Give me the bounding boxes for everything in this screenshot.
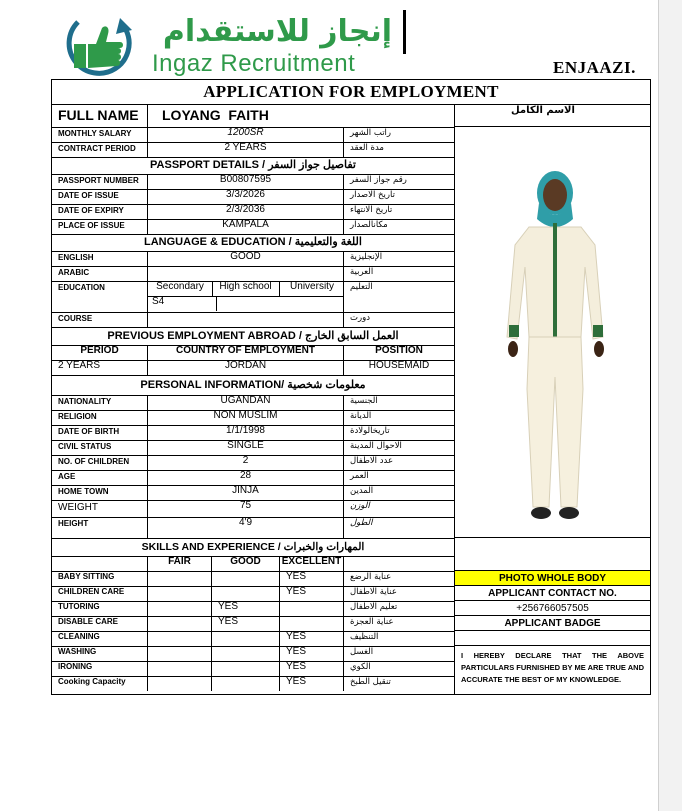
field-label: RELIGION bbox=[52, 410, 148, 425]
field-label: CONTRACT PERIOD bbox=[52, 142, 148, 157]
field-arabic: تاريخ الاصدار bbox=[350, 190, 395, 200]
education-level: Secondary bbox=[148, 281, 213, 297]
personal-row bbox=[52, 517, 454, 539]
course-label: COURSE bbox=[52, 312, 148, 327]
applicant-photo bbox=[455, 127, 649, 536]
skill-arabic: عناية العجزة bbox=[350, 617, 394, 627]
field-value: SINGLE bbox=[148, 440, 344, 455]
field-arabic: عدد الاطفال bbox=[350, 456, 394, 466]
skill-good bbox=[212, 646, 280, 661]
full-name-row bbox=[52, 104, 454, 128]
education-row bbox=[52, 281, 454, 313]
field-value: NON MUSLIM bbox=[148, 410, 344, 425]
skill-fair bbox=[148, 646, 212, 661]
skill-label: WASHING bbox=[52, 646, 148, 661]
education-grid bbox=[148, 281, 344, 312]
full-name-arabic: الاسم الكامل bbox=[511, 105, 575, 116]
education-level: University bbox=[280, 281, 344, 297]
skill-fair bbox=[148, 571, 212, 586]
monthly-salary-row bbox=[52, 127, 454, 143]
personal-info-header: PERSONAL INFORMATION/ معلومات شخصية bbox=[52, 375, 454, 396]
field-arabic: مدة العقد bbox=[350, 143, 384, 153]
skills-section-header: SKILLS AND EXPERIENCE / المهارات والخبرات bbox=[52, 538, 454, 557]
skill-arabic: عناية الاطفال bbox=[350, 587, 397, 597]
personal-row bbox=[52, 470, 454, 486]
brand-name: ENJAAZI. bbox=[553, 58, 636, 77]
field-label: CIVIL STATUS bbox=[52, 440, 148, 455]
skill-good: YES bbox=[212, 601, 280, 616]
education-value: S4 bbox=[148, 296, 217, 311]
previous-employment-columns bbox=[52, 345, 454, 361]
field-arabic: المدين bbox=[350, 486, 374, 496]
field-label: HEIGHT bbox=[52, 517, 148, 538]
field-value: 4'9 bbox=[148, 517, 344, 538]
country-value: JORDAN bbox=[148, 360, 344, 375]
skill-arabic: الكوي bbox=[350, 662, 371, 672]
skill-excellent: YES bbox=[280, 571, 344, 586]
column-header: GOOD bbox=[212, 556, 280, 571]
field-value: 1200SR bbox=[148, 127, 344, 142]
skill-arabic: الغسل bbox=[350, 647, 374, 657]
position-value: HOUSEMAID bbox=[368, 360, 430, 371]
column-header: POSITION bbox=[375, 345, 423, 356]
skill-label: BABY SITTING bbox=[52, 571, 148, 586]
education-level: High school bbox=[212, 281, 280, 297]
skill-label: TUTORING bbox=[52, 601, 148, 616]
field-value bbox=[148, 266, 344, 281]
skill-arabic: التنظيف bbox=[350, 632, 379, 642]
column-header: EXCELLENT bbox=[280, 556, 344, 571]
skill-label: CLEANING bbox=[52, 631, 148, 646]
field-label: PLACE OF ISSUE bbox=[52, 219, 148, 234]
field-label: DATE OF EXPIRY bbox=[52, 204, 148, 219]
skill-row bbox=[52, 616, 454, 632]
column-header: PERIOD bbox=[52, 345, 148, 360]
field-label: MONTHLY SALARY bbox=[52, 127, 148, 142]
field-arabic: الإنجليزية bbox=[350, 252, 383, 262]
education-arabic: التعليم bbox=[350, 282, 373, 292]
field-value: 2 YEARS bbox=[148, 142, 344, 157]
field-arabic: رقم جواز السفر bbox=[350, 175, 407, 185]
field-arabic: العمر bbox=[350, 471, 369, 481]
skill-fair bbox=[148, 586, 212, 601]
full-name-value: LOYANG FAITH bbox=[162, 107, 269, 123]
field-value: 2/3/2036 bbox=[148, 204, 344, 219]
field-value: UGANDAN bbox=[148, 395, 344, 410]
skill-excellent: YES bbox=[280, 661, 344, 676]
course-arabic: دورت bbox=[350, 313, 370, 323]
skill-excellent: YES bbox=[280, 631, 344, 646]
skill-label: CHILDREN CARE bbox=[52, 586, 148, 601]
skill-excellent: YES bbox=[280, 646, 344, 661]
skill-row bbox=[52, 601, 454, 617]
badge-blank bbox=[454, 631, 650, 646]
period-value: 2 YEARS bbox=[52, 360, 148, 375]
applicant-badge-label: APPLICANT BADGE bbox=[454, 616, 650, 631]
education-label: EDUCATION bbox=[52, 281, 148, 312]
personal-row bbox=[52, 395, 454, 411]
applicant-contact-label: APPLICANT CONTACT NO. bbox=[454, 586, 650, 601]
skill-row bbox=[52, 661, 454, 677]
field-label: DATE OF BIRTH bbox=[52, 425, 148, 440]
personal-row bbox=[52, 455, 454, 471]
company-logo bbox=[56, 14, 406, 80]
skill-label: DISABLE CARE bbox=[52, 616, 148, 631]
field-label: PASSPORT NUMBER bbox=[52, 174, 148, 189]
previous-employment-row bbox=[52, 360, 454, 376]
passport-row bbox=[52, 204, 454, 220]
field-arabic: تاريخ الانتهاء bbox=[350, 205, 393, 215]
field-arabic: الطول bbox=[350, 518, 373, 528]
skills-columns-row bbox=[52, 556, 454, 572]
field-label: DATE OF ISSUE bbox=[52, 189, 148, 204]
form-title: APPLICATION FOR EMPLOYMENT bbox=[52, 80, 650, 105]
language-section-header: LANGUAGE & EDUCATION / اللغة والتعليمية bbox=[52, 234, 454, 252]
skill-row bbox=[52, 586, 454, 602]
field-arabic: الاحوال المدينة bbox=[350, 441, 402, 451]
skill-row bbox=[52, 631, 454, 647]
field-label: HOME TOWN bbox=[52, 485, 148, 500]
field-value: GOOD bbox=[148, 251, 344, 266]
field-label: WEIGHT bbox=[52, 500, 148, 517]
skill-fair bbox=[148, 676, 212, 691]
column-header: FAIR bbox=[148, 556, 212, 571]
field-value: 28 bbox=[148, 470, 344, 485]
personal-row bbox=[52, 425, 454, 441]
passport-row bbox=[52, 174, 454, 190]
skill-arabic: عناية الرضع bbox=[350, 572, 392, 582]
logo-divider bbox=[403, 10, 406, 54]
course-row bbox=[52, 312, 454, 328]
field-arabic: تاريخالولادة bbox=[350, 426, 390, 436]
declaration-text: I HEREBY DECLARE THAT THE ABOVE PARTICULARS FURNISHED BY ME ARE TRUE AND ACCURATE THE BEST OF MY KNOWLEDGE. bbox=[454, 646, 650, 694]
field-value: KAMPALA bbox=[148, 219, 344, 234]
skill-arabic: تعليم الاطفال bbox=[350, 602, 398, 612]
language-row bbox=[52, 266, 454, 282]
photo-area bbox=[454, 127, 650, 538]
applicant-contact-value: +256766057505 bbox=[454, 601, 650, 616]
skill-row bbox=[52, 571, 454, 587]
skill-label: IRONING bbox=[52, 661, 148, 676]
field-label: NO. OF CHILDREN bbox=[52, 455, 148, 470]
personal-row bbox=[52, 500, 454, 518]
field-value: 1/1/1998 bbox=[148, 425, 344, 440]
passport-row bbox=[52, 189, 454, 205]
skill-fair bbox=[148, 616, 212, 631]
previous-employment-header: PREVIOUS EMPLOYMENT ABROAD / العمل السابق الخارج bbox=[52, 327, 454, 346]
skill-fair bbox=[148, 661, 212, 676]
personal-row bbox=[52, 485, 454, 501]
column-header: COUNTRY OF EMPLOYMENT bbox=[148, 345, 344, 360]
field-value: JINJA bbox=[148, 485, 344, 500]
field-arabic: الديانة bbox=[350, 411, 372, 421]
full-name-label: FULL NAME bbox=[52, 104, 148, 127]
skill-excellent: YES bbox=[280, 586, 344, 601]
field-arabic: العربية bbox=[350, 267, 374, 277]
field-value: B00807595 bbox=[148, 174, 344, 189]
skill-good bbox=[212, 631, 280, 646]
skill-good bbox=[212, 661, 280, 676]
personal-row bbox=[52, 440, 454, 456]
passport-section-header: PASSPORT DETAILS / تفاصيل جواز السفر bbox=[52, 157, 454, 175]
skill-fair bbox=[148, 601, 212, 616]
thumbs-up-logo-icon bbox=[56, 14, 142, 80]
field-arabic: الوزن bbox=[350, 501, 370, 511]
personal-row bbox=[52, 410, 454, 426]
skills-header-right bbox=[454, 538, 650, 571]
application-form bbox=[51, 79, 651, 695]
language-row bbox=[52, 251, 454, 267]
field-label: AGE bbox=[52, 470, 148, 485]
skills-label-column bbox=[52, 556, 148, 571]
skill-good bbox=[212, 571, 280, 586]
contract-period-row bbox=[52, 142, 454, 158]
field-arabic: مكانالصدار bbox=[350, 220, 388, 230]
passport-row bbox=[52, 219, 454, 235]
field-value: 3/3/2026 bbox=[148, 189, 344, 204]
skill-good bbox=[212, 676, 280, 691]
field-arabic: راتب الشهر bbox=[350, 128, 392, 138]
skill-excellent bbox=[280, 616, 344, 631]
skill-row bbox=[52, 646, 454, 662]
skill-label: Cooking Capacity bbox=[52, 676, 148, 691]
skill-good: YES bbox=[212, 616, 280, 631]
skill-excellent bbox=[280, 601, 344, 616]
photo-whole-body-label: PHOTO WHOLE BODY bbox=[454, 571, 650, 586]
skill-arabic: تنقيل الطبخ bbox=[350, 677, 391, 687]
field-label: NATIONALITY bbox=[52, 395, 148, 410]
skill-row bbox=[52, 676, 454, 691]
course-value bbox=[148, 312, 344, 327]
skill-fair bbox=[148, 631, 212, 646]
logo-english-text: Ingaz Recruitment bbox=[152, 50, 356, 77]
field-value: 75 bbox=[148, 500, 344, 517]
skill-excellent: YES bbox=[280, 676, 344, 691]
full-name-arabic-cell bbox=[454, 104, 650, 127]
field-label: ENGLISH bbox=[52, 251, 148, 266]
field-label: ARABIC bbox=[52, 266, 148, 281]
skill-good bbox=[212, 586, 280, 601]
field-arabic: الجنسية bbox=[350, 396, 378, 406]
logo-arabic-text: إنجاز للاستقدام bbox=[162, 14, 392, 49]
field-value: 2 bbox=[148, 455, 344, 470]
